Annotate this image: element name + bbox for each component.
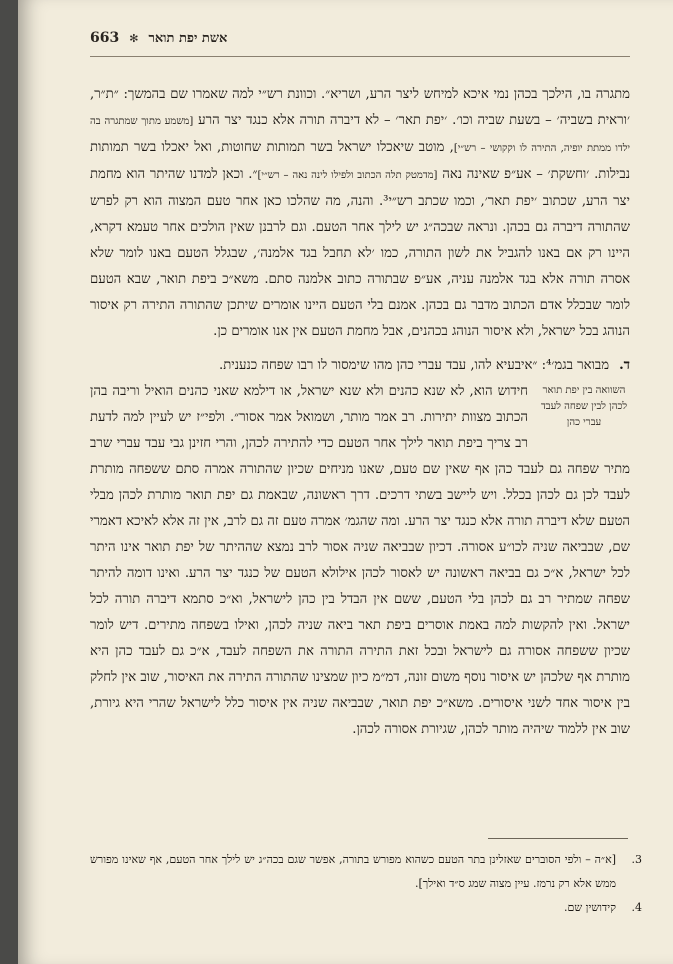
paragraph-2 (90, 379, 630, 743)
page-header (90, 30, 630, 54)
page-number: 663 (90, 30, 120, 46)
paragraph-1-text: מתגרה בו, הילכך בכהן נמי איכא למיחש ליצר הרע, ושריא״. וכוונת רש״י למה שאמרו שם בהמשך: ״ת״ר, ׳וראית בשביה׳ – בשעת שביה וכו׳. ׳יפת תאר׳ – לא דיברה תורה אלא כנגד יצר הרע (90, 87, 630, 128)
running-title: אשת יפת תואר (148, 31, 228, 46)
footnote-item (90, 848, 642, 896)
main-text (90, 82, 630, 743)
footnote-number: 4. (631, 901, 642, 914)
footnote-divider (488, 838, 628, 839)
footnotes (90, 848, 642, 920)
book-page (18, 0, 673, 964)
paragraph-1 (90, 82, 630, 345)
paragraph-2-opening (90, 353, 630, 379)
header-divider (90, 56, 630, 57)
ornament-star-icon: ✻ (129, 32, 139, 45)
margin-note: השוואה בין יפת תואר לכהן לבין שפחה לעבד עברי כהן (540, 385, 628, 428)
paragraph-2-text: חידוש הוא, לא שנא כהנים ולא שנא ישראל, או דילמא שאני כהנים הואיל וריבה בהן הכתוב מצוות יתירות. רב אמר מותר, ושמואל אמר אסור״. ולפי״ז יש לעיין למה לדעת רב צריך ביפת תואר לילך אחר הטעם כדי להתירה לכהן, והרי חזינן גבי עבד עברי שרב מתיר שפחה גם לעבד כהן אף שאין שם טעם, שאנו מניחים שכיון שהתורה אמרה סתם ששפחה מותרת לעבד לכן גם לכהן בכלל. ויש ליישב בשתי דרכים. דרך ראשונה, שבאמת גם יפת תואר מותרת לכהן מבלי הטעם שלא דיברה תורה אלא כנגד יצר הרע. ומה שהגמ׳ אמרה טעם זה גם לרב, אין זה אלא לאיכא דאמרי שם, שבביאה שניה לכו״ע אסורה. דכיון שבביאה שניה אסור לרב נמצא שההיתר של יפת תואר אינו היתר לכל ישראל, א״כ גם בביאה ראשונה יש לאסור לכהן אילולא הטעם של כנגד יצר הרע. ואינו דומה להיתר שפחה שמתיר רב גם לכהן בלי הטעם, ששם אין הבדל בין כהן לישראל, וא״כ סתמא דיברה תורה לכל ישראל. ואין להקשות למה באמת אוסרים ביפת תאר ביאה שניה לכהן, ואילו בשפחה מתירים. דיש לומר שכיון ששפחה אסורה גם לישראל ובכל זאת התירה התורה את השפחה לעבד, א״כ גם לעבד כהן היא מותרת אף שלכהן יש איסור נוסף משום זונה, דמ״מ כיון שמצינו שהתורה התירה את האיסור, שוב אין לחלק בין איסור אחד לשני איסורים. משא״כ יפת תואר, שבביאה שניה אין איסור כלל לישראל שהרי היא גיורת, שוב אין ללמוד שיהיה מותר לכהן, שגיורת אסורה לכהן. (90, 384, 630, 737)
inline-rashi-note-b: [מדמטק תלה הכתוב ולפילו לינה נאה – רש״י] (257, 170, 438, 181)
paragraph-1-text-b: , מוטב שיאכלו ישראל בשר תמותות שחוטות, ואל יאכלו בשר תמותות נבילות. ׳וחשקת׳ – אע״פ שאינה נאה (90, 140, 630, 182)
inline-rashi-note-a: [משמע מתוך שמתגרה בה ילדו ממתת יופיה, התירה לו וקקושי – רש״י] (90, 116, 631, 154)
paragraph-2-first-line: מבואר בגמ׳⁴: ״איבעיא להו, עבד עברי כהן מהו שימסור לו רבו שפחה כנענית. (219, 358, 610, 373)
footnote-text: קידושין שם. (564, 901, 616, 914)
footnote-text: [א״ה – ולפי הסוברים שאזלינן בתר הטעם כשהוא מפורש בתורה, אפשר שגם בכה״ג יש לילך אחר הטעם, אף שאינו מפורש ממש אלא רק נרמז. עיין מצוה שמג ס״ד ואילך]. (90, 853, 616, 890)
paragraph-1-text-c: ״. וכאן למדנו שהיתר הוא מחמת יצר הרע, שכתוב ׳יפת תאר׳, וכמו שכתב רש״י³. והנה, מה שהלכו כאן אחר טעם המצוה הוא רק לפרש שהתורה דיברה גם בכהן. ונראה שבכה״ג יש לילך אחר הטעם. וגם לרבנן שאין הולכים אחר טעמא דקרא, היינו רק אם באנו להגביל את לשון התורה, כמו ׳לא תחבל בגד אלמנה׳, שבגלל הטעם באנו לומר שלא אסרה תורה אלא בגד אלמנה עניה, אע״פ שבתורה כתוב אלמנה סתם. משא״כ ביפת תואר, שבא הטעם לומר שבכלל אדם הכתוב מדבר גם בכהן. אמנם בלי הטעם היינו אומרים שיתכן שהתורה התירה רק איסור הנוהג בכל ישראל, ולא איסור הנוהג בכהנים, אבל מחמת הטעם אין אנו אומרים כן. (90, 167, 630, 339)
footnote-number: 3. (631, 853, 642, 866)
footnote-item (90, 896, 642, 920)
section-letter: ד. (619, 358, 630, 373)
